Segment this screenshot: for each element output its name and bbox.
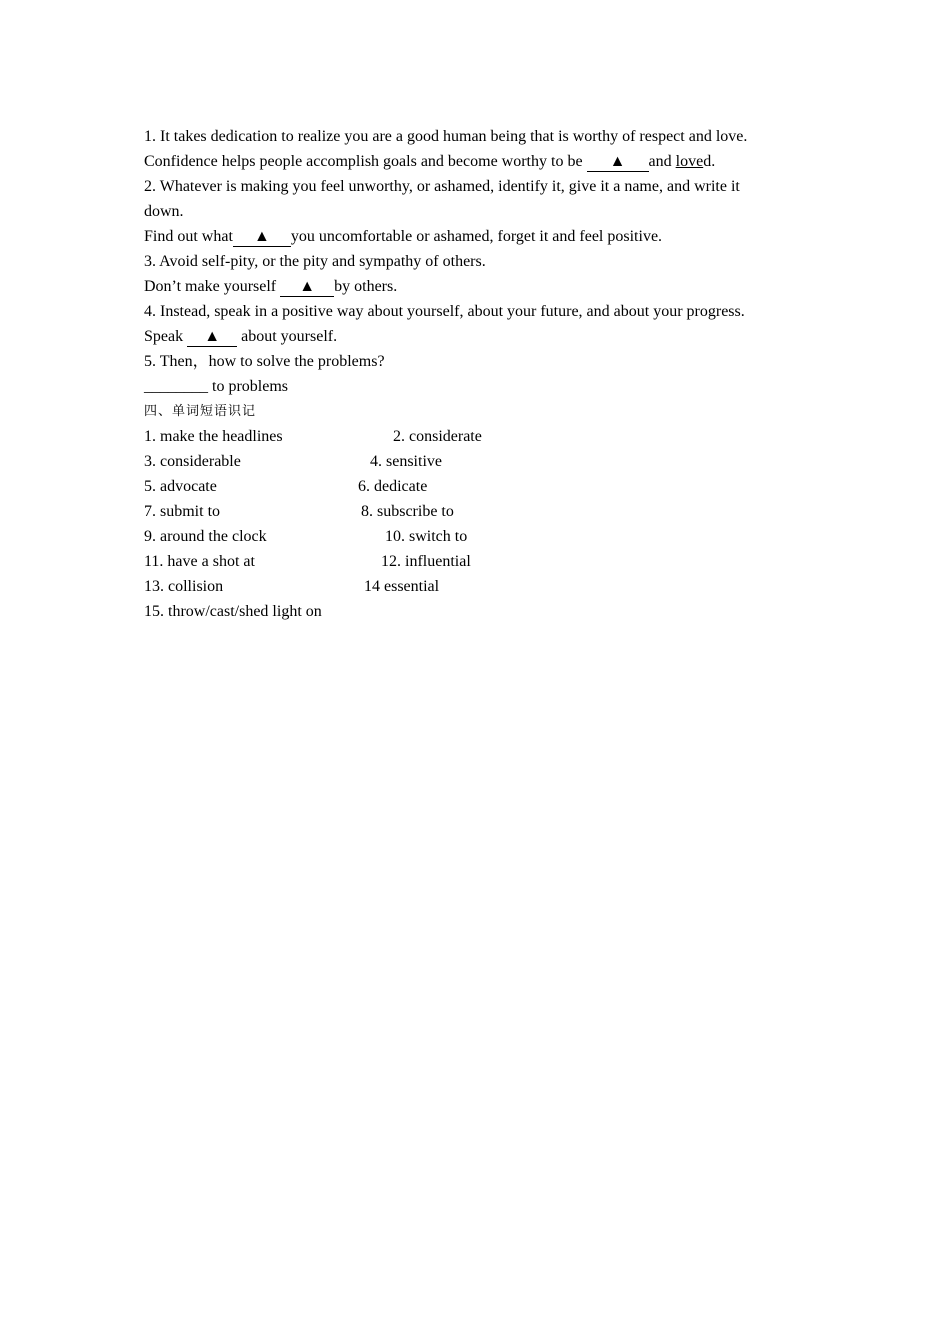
vocab-item: 6. dedicate (358, 478, 428, 495)
vocab-row (144, 574, 804, 599)
vocab-row (144, 499, 804, 524)
sentence-1: 1. It takes dedication to realize you are a good human being that is worthy of respect and love. (144, 128, 748, 145)
rewrite-2-text-b: you uncomfortable or ashamed, forget it and feel positive. (290, 228, 663, 245)
rewrite-1-text-d: d. (703, 153, 716, 170)
vocab-item: 3. considerable (144, 453, 241, 470)
vocab-item: 8. subscribe to (361, 503, 454, 520)
rewrite-4-text-b: about yourself. (237, 328, 338, 345)
vocab-item: 15. throw/cast/shed light on (144, 603, 322, 620)
vocab-row (144, 449, 804, 474)
rewrite-1-underlined-word: love (675, 153, 704, 170)
vocab-item: 2. considerate (393, 428, 482, 445)
rewrite-1-text-a: Confidence helps people accomplish goals and become worthy to be (144, 153, 587, 170)
rewrite-5: ________ to problems (144, 378, 288, 395)
sentence-2-line-2: down. (144, 203, 184, 220)
rewrite-3 (144, 274, 804, 299)
vocab-item: 12. influential (381, 553, 471, 570)
rewrite-2 (144, 224, 804, 249)
vocab-item: 11. have a shot at (144, 553, 255, 570)
rewrite-4-text-a: Speak (144, 328, 188, 345)
vocab-row (144, 524, 804, 549)
rewrite-3-text-b: by others. (334, 278, 398, 295)
vocab-item: 9. around the clock (144, 528, 267, 545)
vocab-row (144, 424, 804, 449)
vocab-item: 4. sensitive (370, 453, 442, 470)
fill-in-blank-4[interactable]: ▲ (187, 329, 237, 347)
vocab-item: 14 essential (364, 578, 440, 595)
worksheet-page (144, 124, 804, 624)
vocab-item: 10. switch to (385, 528, 468, 545)
rewrite-1 (144, 149, 804, 174)
fill-in-blank-2[interactable]: ▲ (233, 229, 291, 247)
fill-in-blank-1[interactable]: ▲ (587, 154, 649, 172)
sentence-5: 5. Then，how to solve the problems? (144, 353, 385, 370)
rewrite-1-text-b: and (648, 153, 676, 170)
sentence-4: 4. Instead, speak in a positive way about yourself, about your future, and about your progress. (144, 303, 745, 320)
vocab-item: 13. collision (144, 578, 224, 595)
vocab-item: 1. make the headlines (144, 428, 283, 445)
vocab-item: 5. advocate (144, 478, 217, 495)
rewrite-2-text-a: Find out what (144, 228, 233, 245)
section-heading: 四、单词短语识记 (144, 404, 257, 419)
fill-in-blank-3[interactable]: ▲ (280, 279, 334, 297)
vocab-item: 7. submit to (144, 503, 221, 520)
vocab-row (144, 474, 804, 499)
sentence-3: 3. Avoid self-pity, or the pity and sympathy of others. (144, 253, 486, 270)
rewrite-4 (144, 324, 804, 349)
vocab-row (144, 549, 804, 574)
sentence-2-line-1: 2. Whatever is making you feel unworthy, or ashamed, identify it, give it a name, and write it (144, 178, 740, 195)
vocab-row (144, 599, 804, 624)
rewrite-3-text-a: Don’t make yourself (144, 278, 281, 295)
